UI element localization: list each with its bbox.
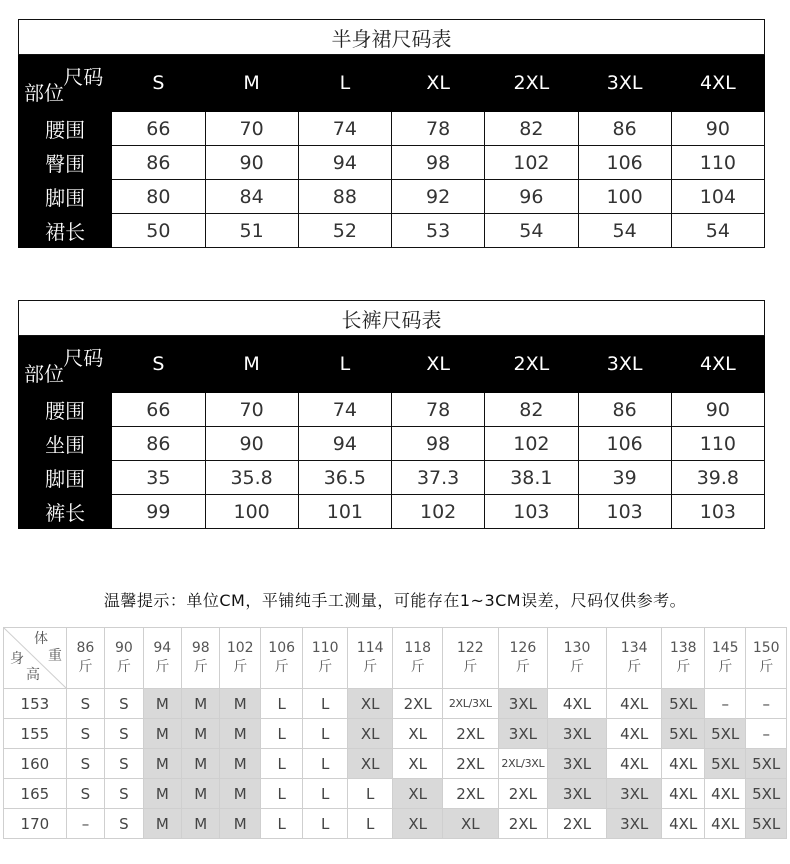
measurement-cell: 86 xyxy=(112,427,205,461)
recommended-size-cell: 4XL xyxy=(662,809,704,839)
skirt-table-body xyxy=(19,112,765,248)
measurement-cell: 103 xyxy=(671,495,764,529)
measurement-cell: 82 xyxy=(485,112,578,146)
measurement-cell: 39.8 xyxy=(671,461,764,495)
part-label: 裤长 xyxy=(19,495,112,529)
measurement-cell: 51 xyxy=(205,214,298,248)
weight-header xyxy=(548,628,607,689)
size-header: L xyxy=(298,55,391,112)
table-row xyxy=(4,719,787,749)
size-header: XL xyxy=(392,55,485,112)
recommended-size-cell: 2XL xyxy=(442,719,498,749)
skirt-table-title: 半身裙尺码表 xyxy=(19,20,765,55)
size-header: S xyxy=(112,336,205,393)
recommended-size-cell: 2XL xyxy=(548,809,607,839)
corner-size-label: 尺码 xyxy=(63,346,104,370)
recommended-size-cell: 2XL xyxy=(393,689,443,719)
table-row xyxy=(19,461,765,495)
weight-header xyxy=(182,628,220,689)
recommended-size-cell: XL xyxy=(393,749,443,779)
size-header: S xyxy=(112,55,205,112)
recommended-size-cell: M xyxy=(220,749,260,779)
pants-size-table xyxy=(18,300,765,529)
size-header: 4XL xyxy=(671,55,764,112)
part-label: 腰围 xyxy=(19,112,112,146)
recommended-size-cell: XL xyxy=(393,719,443,749)
weight-unit: 斤 xyxy=(463,659,478,675)
recommended-size-cell: 5XL xyxy=(746,809,787,839)
recommended-size-cell: 4XL xyxy=(704,809,745,839)
recommended-size-cell: – xyxy=(746,719,787,749)
part-label: 坐围 xyxy=(19,427,112,461)
size-header: 2XL xyxy=(485,55,578,112)
recommended-size-cell: L xyxy=(260,809,302,839)
recommended-size-cell: L xyxy=(303,779,348,809)
recommended-size-cell: 4XL xyxy=(606,719,662,749)
recommended-size-cell: 2XL xyxy=(442,779,498,809)
pants-table-body xyxy=(19,393,765,529)
table-row xyxy=(19,180,765,214)
recommended-size-cell: 4XL xyxy=(662,749,704,779)
measurement-cell: 96 xyxy=(485,180,578,214)
measurement-cell: 106 xyxy=(578,427,671,461)
weight-unit: 斤 xyxy=(759,659,774,675)
recommended-size-cell: M xyxy=(182,749,220,779)
measurement-cell: 74 xyxy=(298,112,391,146)
size-header: M xyxy=(205,336,298,393)
skirt-size-table xyxy=(18,19,765,248)
recommended-size-cell: S xyxy=(105,719,143,749)
measurement-cell: 82 xyxy=(485,393,578,427)
recommended-size-cell: 3XL xyxy=(606,809,662,839)
measurement-cell: 38.1 xyxy=(485,461,578,495)
weight-value: 138 xyxy=(669,640,697,656)
part-label: 腰围 xyxy=(19,393,112,427)
pants-table-title: 长裤尺码表 xyxy=(19,301,765,336)
measurement-cell: 90 xyxy=(205,427,298,461)
weight-value: 134 xyxy=(620,640,648,656)
measurement-cell: 78 xyxy=(392,112,485,146)
recommended-size-cell: XL xyxy=(347,689,393,719)
recommended-size-cell: 3XL xyxy=(548,719,607,749)
weight-header xyxy=(143,628,181,689)
part-label: 脚围 xyxy=(19,461,112,495)
weight-value: 150 xyxy=(752,640,780,656)
recommended-size-cell: 5XL xyxy=(662,689,704,719)
measurement-cell: 101 xyxy=(298,495,391,529)
weight-header xyxy=(662,628,704,689)
height-label: 155 xyxy=(4,719,67,749)
measurement-cell: 74 xyxy=(298,393,391,427)
weight-unit: 斤 xyxy=(676,659,691,675)
recommended-size-cell: L xyxy=(303,719,348,749)
recommended-size-cell: L xyxy=(303,749,348,779)
measurement-cell: 39 xyxy=(578,461,671,495)
recommended-size-cell: M xyxy=(182,689,220,719)
recommendation-body xyxy=(4,628,787,839)
measurement-cell: 102 xyxy=(485,427,578,461)
recommended-size-cell: L xyxy=(260,749,302,779)
recommended-size-cell: 2XL/3XL xyxy=(442,689,498,719)
recommended-size-cell: XL xyxy=(347,719,393,749)
weight-header xyxy=(498,628,548,689)
measurement-cell: 70 xyxy=(205,112,298,146)
measurement-cell: 100 xyxy=(578,180,671,214)
measurement-cell: 54 xyxy=(671,214,764,248)
weight-value: 130 xyxy=(563,640,591,656)
recommended-size-cell: 3XL xyxy=(498,689,548,719)
weight-header xyxy=(393,628,443,689)
measurement-cell: 98 xyxy=(392,146,485,180)
table-row xyxy=(19,146,765,180)
weight-value: 122 xyxy=(456,640,484,656)
size-header: 4XL xyxy=(671,336,764,393)
recommended-size-cell: 5XL xyxy=(704,749,745,779)
height-weight-corner xyxy=(4,628,67,689)
table-row xyxy=(4,779,787,809)
measurement-cell: 37.3 xyxy=(392,461,485,495)
recommended-size-cell: L xyxy=(303,809,348,839)
measurement-cell: 90 xyxy=(671,112,764,146)
recommended-size-cell: 3XL xyxy=(606,779,662,809)
size-header: 3XL xyxy=(578,336,671,393)
measurement-cell: 86 xyxy=(578,112,671,146)
recommended-size-cell: L xyxy=(260,779,302,809)
recommended-size-cell: S xyxy=(105,809,143,839)
weight-header-row xyxy=(4,628,787,689)
recommended-size-cell: M xyxy=(220,809,260,839)
recommended-size-cell: L xyxy=(347,809,393,839)
measurement-cell: 103 xyxy=(485,495,578,529)
weight-header xyxy=(260,628,302,689)
measurement-cell: 78 xyxy=(392,393,485,427)
recommended-size-cell: 3XL xyxy=(548,749,607,779)
measurement-cell: 52 xyxy=(298,214,391,248)
weight-unit: 斤 xyxy=(116,659,131,675)
recommended-size-cell: 3XL xyxy=(498,719,548,749)
table-row xyxy=(4,749,787,779)
recommended-size-cell: S xyxy=(105,689,143,719)
measurement-cell: 35 xyxy=(112,461,205,495)
weight-unit: 斤 xyxy=(570,659,584,675)
measurement-cell: 84 xyxy=(205,180,298,214)
recommended-size-cell: S xyxy=(66,689,104,719)
weight-unit: 斤 xyxy=(627,659,642,675)
measurement-cell: 88 xyxy=(298,180,391,214)
recommended-size-cell: 2XL xyxy=(442,749,498,779)
weight-header xyxy=(105,628,143,689)
measurement-note: 温馨提示：单位CM，平铺纯手工测量，可能存在1~3CM误差，尺码仅供参考。 xyxy=(103,591,687,610)
weight-value: 126 xyxy=(509,640,537,656)
measurement-cell: 102 xyxy=(485,146,578,180)
weight-value: 90 xyxy=(114,640,133,656)
measurement-cell: 104 xyxy=(671,180,764,214)
recommended-size-cell: 5XL xyxy=(662,719,704,749)
table-row xyxy=(19,427,765,461)
weight-unit: 斤 xyxy=(274,659,289,675)
measurement-cell: 98 xyxy=(392,427,485,461)
corner-height-char-2: 高 xyxy=(26,667,40,683)
weight-value: 86 xyxy=(76,640,95,656)
weight-header xyxy=(347,628,393,689)
measurement-cell: 102 xyxy=(392,495,485,529)
skirt-corner-cell xyxy=(19,55,112,112)
weight-value: 118 xyxy=(404,640,432,656)
measurement-cell: 94 xyxy=(298,427,391,461)
recommended-size-cell: S xyxy=(66,719,104,749)
height-label: 165 xyxy=(4,779,67,809)
weight-unit: 斤 xyxy=(78,659,93,675)
recommended-size-cell: XL xyxy=(442,809,498,839)
recommended-size-cell: M xyxy=(143,689,181,719)
recommended-size-cell: 5XL xyxy=(746,749,787,779)
recommended-size-cell: M xyxy=(182,809,220,839)
weight-unit: 斤 xyxy=(410,659,425,675)
weight-value: 114 xyxy=(356,640,384,656)
weight-value: 102 xyxy=(226,640,254,656)
recommended-size-cell: XL xyxy=(347,749,393,779)
corner-weight-char-2: 重 xyxy=(48,648,62,664)
measurement-cell: 35.8 xyxy=(205,461,298,495)
weight-header xyxy=(704,628,745,689)
measurement-cell: 54 xyxy=(485,214,578,248)
part-label: 臀围 xyxy=(19,146,112,180)
recommended-size-cell: – xyxy=(704,689,745,719)
recommended-size-cell: 4XL xyxy=(548,689,607,719)
measurement-cell: 94 xyxy=(298,146,391,180)
weight-unit: 斤 xyxy=(363,659,378,675)
measurement-cell: 80 xyxy=(112,180,205,214)
height-label: 153 xyxy=(4,689,67,719)
recommended-size-cell: 4XL xyxy=(704,779,745,809)
weight-unit: 斤 xyxy=(233,659,248,675)
recommended-size-cell: – xyxy=(746,689,787,719)
table-row xyxy=(19,495,765,529)
weight-unit: 斤 xyxy=(318,659,333,675)
recommended-size-cell: S xyxy=(66,779,104,809)
weight-unit: 斤 xyxy=(193,659,208,675)
recommended-size-cell: L xyxy=(260,719,302,749)
measurement-cell: 103 xyxy=(578,495,671,529)
recommended-size-cell: M xyxy=(220,689,260,719)
weight-value: 145 xyxy=(711,640,739,656)
weight-header xyxy=(220,628,260,689)
height-label: 160 xyxy=(4,749,67,779)
measurement-cell: 66 xyxy=(112,112,205,146)
weight-unit: 斤 xyxy=(515,659,530,675)
recommended-size-cell: L xyxy=(303,689,348,719)
weight-value: 98 xyxy=(191,640,210,656)
recommended-size-cell: 5XL xyxy=(704,719,745,749)
weight-header xyxy=(442,628,498,689)
recommended-size-cell: – xyxy=(66,809,104,839)
recommended-size-cell: S xyxy=(105,749,143,779)
part-label: 脚围 xyxy=(19,180,112,214)
size-header: L xyxy=(298,336,391,393)
recommended-size-cell: M xyxy=(182,719,220,749)
weight-header xyxy=(66,628,104,689)
recommended-size-cell: 4XL xyxy=(606,749,662,779)
measurement-cell: 110 xyxy=(671,146,764,180)
recommended-size-cell: M xyxy=(143,809,181,839)
measurement-cell: 110 xyxy=(671,427,764,461)
recommended-size-cell: M xyxy=(220,779,260,809)
measurement-cell: 50 xyxy=(112,214,205,248)
recommended-size-cell: 4XL xyxy=(606,689,662,719)
size-header: M xyxy=(205,55,298,112)
pants-size-header-row xyxy=(19,336,765,393)
measurement-cell: 36.5 xyxy=(298,461,391,495)
weight-value: 110 xyxy=(311,640,339,656)
recommended-size-cell: S xyxy=(105,779,143,809)
weight-header xyxy=(303,628,348,689)
table-row xyxy=(19,214,765,248)
measurement-cell: 99 xyxy=(112,495,205,529)
recommended-size-cell: 5XL xyxy=(746,779,787,809)
measurement-cell: 106 xyxy=(578,146,671,180)
corner-height-char-1: 身 xyxy=(10,651,24,667)
recommended-size-cell: S xyxy=(66,749,104,779)
recommended-size-cell: M xyxy=(143,719,181,749)
skirt-size-header-row xyxy=(19,55,765,112)
recommended-size-cell: L xyxy=(260,689,302,719)
weight-header xyxy=(746,628,787,689)
recommended-size-cell: L xyxy=(347,779,393,809)
recommended-size-cell: M xyxy=(182,779,220,809)
weight-unit: 斤 xyxy=(718,659,733,675)
recommended-size-cell: 4XL xyxy=(662,779,704,809)
pants-corner-cell xyxy=(19,336,112,393)
weight-value: 106 xyxy=(268,640,296,656)
corner-part-label: 部位 xyxy=(24,362,64,386)
table-row xyxy=(4,689,787,719)
recommended-size-cell: 3XL xyxy=(548,779,607,809)
recommended-size-cell: XL xyxy=(393,779,443,809)
recommended-size-cell: 2XL xyxy=(498,779,548,809)
recommended-size-cell: M xyxy=(220,719,260,749)
measurement-cell: 90 xyxy=(205,146,298,180)
recommended-size-cell: M xyxy=(143,779,181,809)
table-row xyxy=(19,112,765,146)
recommended-size-cell: M xyxy=(143,749,181,779)
size-header: 3XL xyxy=(578,55,671,112)
table-row xyxy=(4,809,787,839)
table-row xyxy=(19,393,765,427)
corner-size-label: 尺码 xyxy=(63,65,104,89)
weight-header xyxy=(606,628,662,689)
measurement-cell: 86 xyxy=(112,146,205,180)
measurement-cell: 53 xyxy=(392,214,485,248)
measurement-cell: 54 xyxy=(578,214,671,248)
size-header: 2XL xyxy=(485,336,578,393)
measurement-cell: 90 xyxy=(671,393,764,427)
recommended-size-cell: XL xyxy=(393,809,443,839)
recommended-size-cell: 2XL/3XL xyxy=(498,749,548,779)
size-recommendation-table xyxy=(3,627,787,839)
recommended-size-cell: 2XL xyxy=(498,809,548,839)
measurement-cell: 86 xyxy=(578,393,671,427)
weight-unit: 斤 xyxy=(155,659,170,675)
height-label: 170 xyxy=(4,809,67,839)
corner-weight-char-1: 体 xyxy=(34,631,48,647)
measurement-cell: 66 xyxy=(112,393,205,427)
part-label: 裙长 xyxy=(19,214,112,248)
size-header: XL xyxy=(392,336,485,393)
weight-value: 94 xyxy=(153,640,172,656)
measurement-cell: 92 xyxy=(392,180,485,214)
measurement-cell: 100 xyxy=(205,495,298,529)
corner-part-label: 部位 xyxy=(24,81,64,105)
measurement-cell: 70 xyxy=(205,393,298,427)
